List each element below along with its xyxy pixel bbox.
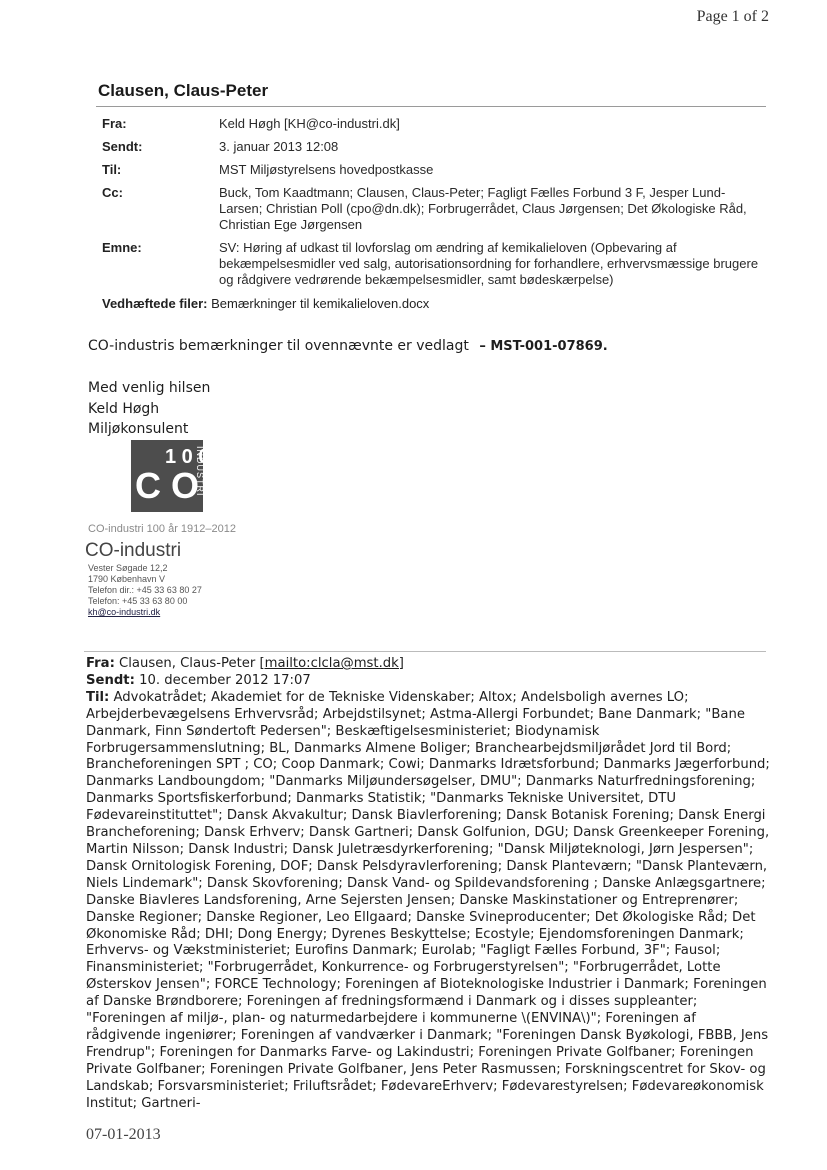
sent-label: Sendt: xyxy=(102,139,143,154)
from-value: Keld Høgh [KH@co-industri.dk] xyxy=(219,116,400,131)
logo-mark-icon xyxy=(131,440,203,512)
fwd-from-value: Clausen, Claus-Peter xyxy=(119,656,256,671)
cc-label: Cc: xyxy=(102,185,123,200)
sent-value: 3. januar 2013 12:08 xyxy=(219,139,339,154)
logo-tagline: CO-industri 100 år 1912–2012 xyxy=(88,523,236,535)
greeting: Med venlig hilsen xyxy=(88,380,211,396)
header-divider xyxy=(96,106,766,107)
to-value: MST Miljøstyrelsens hovedpostkasse xyxy=(219,162,434,177)
reference-number: – MST-001-07869. xyxy=(479,339,608,354)
logo-letters: C O xyxy=(135,465,200,506)
attachments-row xyxy=(102,296,429,311)
subject-row xyxy=(102,240,762,295)
fwd-to-block xyxy=(86,690,772,1113)
fwd-from-label: Fra: xyxy=(86,656,115,671)
logo-digit-1: 1 0 xyxy=(165,446,193,468)
fwd-sent-line xyxy=(86,673,772,690)
co-industri-logo xyxy=(131,440,203,512)
fwd-mailto-link[interactable]: [mailto:clcla@mst.dk] xyxy=(259,656,404,671)
page-number: Page 1 of 2 xyxy=(696,8,769,25)
fwd-sent-label: Sendt: xyxy=(86,672,135,688)
forwarded-message xyxy=(86,656,772,1112)
attachments-label: Vedhæftede filer: xyxy=(102,296,208,311)
logo-vertical-text: INDUSTRI xyxy=(195,446,203,497)
signer-title: Miljøkonsulent xyxy=(88,421,189,437)
email-link[interactable]: kh@co-industri.dk xyxy=(88,607,161,617)
fwd-from-line xyxy=(86,656,772,673)
to-row xyxy=(102,162,762,185)
attachment-file[interactable]: Bemærkninger til kemikalieloven.docx xyxy=(211,296,430,311)
phone-main: Telefon: +45 33 63 80 00 xyxy=(88,596,188,606)
signer-name: Keld Høgh xyxy=(88,400,160,417)
phone-direct: Telefon dir.: +45 33 63 80 27 xyxy=(88,585,202,595)
closing-block xyxy=(88,378,210,440)
company-name: CO-industri xyxy=(85,540,182,561)
email-header-table xyxy=(102,116,762,295)
cc-row xyxy=(102,185,762,240)
subject-label: Emne: xyxy=(102,240,142,255)
city: 1790 København V xyxy=(88,574,166,584)
forward-divider xyxy=(84,651,766,652)
street: Vester Søgade 12,2 xyxy=(88,563,168,573)
fwd-sent-value: 10. december 2012 17:07 xyxy=(139,672,311,688)
sent-row xyxy=(102,139,762,162)
subject-value: SV: Høring af udkast til lovforslag om ændring af kemikalieloven (Opbevaring af bekæmpelsesmidler ved salg, autorisationsordning for forhandlere, erhvervsmæssige brugere og rådgivere vedrørende bekæmpelsesmidler, samt bødeskærpelse) xyxy=(219,240,759,287)
footer-date: 07-01-2013 xyxy=(86,1126,161,1143)
cc-value: Buck, Tom Kaadtmann; Clausen, Claus-Peter; Fagligt Fælles Forbund 3 F, Jesper Lund-Larsen; Christian Poll (cpo@dn.dk); Forbrugerrådet, Claus Jørgensen; Det Økologiske Råd, Christian Ege Jørgensen xyxy=(219,185,747,232)
to-label: Til: xyxy=(102,162,122,177)
from-label: Fra: xyxy=(102,116,127,131)
fwd-to-value: Advokatrådet; Akademiet for de Tekniske Videnskaber; Altox; Andelsboligh avernes LO; Arbejderbevægelsens Erhvervsråd; Arbejdstilsynet; Astma-Allergi Forbundet; Bane Danmark; "Bane Danmark, Finn Søndertoft Pedersen"; Beskæftigelsesministeriet; Biodynamisk Forbrugersammenslutning; BL, Danmarks Almene Boliger; Branchearbejdsmiljørådet Jord til Bord; Brancheforeningen SPT ; CO; Coop Danmark; Cowi; Danmarks Idrætsforbund; Danmarks Jægerforbund; Danmarks Landboungdom; "Danmarks Miljøundersøgelser, DMU"; Danmarks Naturfredningsforening; Danmarks Sportsfiskerforbund; Danmarks Statistik; "Danmarks Tekniske Universitet, DTU Fødevareinstituttet"; Dansk Akvakultur; Dansk Biavlerforening; Dansk Botanisk Forening; Dansk Energi Brancheforening; Dansk Erhverv; Dansk Gartneri; Dansk Golfunion, DGU; Dansk Greenkeeper Forening, Martin Nilsson; Dansk Industri; Dansk Juletræsdyrkerforening; "Dansk Miljøteknologi, Jørn Jespersen"; Dansk Ornitologisk Forening, DOF; Dansk Pelsdyravlerforening; Dansk Planteværn; "Dansk Planteværn, Niels Lindemark"; Dansk Skovforening; Dansk Vand- og Spildevandsforening ; Danske Anlægsgartnere; Danske Biavleres Landsforening, Arne Sejersten Jensen; Danske Maskinstationer og Entreprenører; Danske Regioner; Danske Regioner, Leo Ellgaard; Danske Svineproducenter; Det Økologiske Råd; Det Økonomiske Råd; DHI; Dong Energy; Dyrenes Beskyttelse; Ecostyle; Ejendomsforeningen Danmark; Erhvervs- og Vækstministeriet; Eurofins Danmark; Eurolab; "Fagligt Fælles Forbund, 3F"; Fausol; Finansministeriet; "Forbrugerrådet, Konkurrence- og Forbrugerstyrelsen"; "Forbrugerrådet, Lotte Østerskov Jensen"; FORCE Technology; Foreningen af Bioteknologiske Industrier i Danmark; Foreningen af Danske Brøndborere; Foreningen af fredningsformænd i Danmark og i disses suppleanter; "Foreningen af miljø-, plan- og naturmedarbejdere i kommunerne \(ENVINA\)"; Foreningen af rådgivende ingeniører; Foreningen af vandværker i Danmark; "Foreningen Dansk Byøkologi, FBBB, Jens Frendrup"; Foreningen for Danmarks Farve- og Lakindustri; Foreningen Private Golfbaner; Foreningen Private Golfbaner; Foreningen Private Golfbaner, Jens Peter Rasmussen; Forskningscentret for Skov- og Landskab; Forsvarsministeriet; Friluftsrådet; FødevareErhverv; Fødevarestyrelsen; Fødevareøkonomisk Institut; Gartneri- xyxy=(86,689,770,1111)
sender-name-heading: Clausen, Claus-Peter xyxy=(98,81,269,100)
fwd-to-label: Til: xyxy=(86,689,110,705)
from-row xyxy=(102,116,762,139)
company-address xyxy=(88,563,202,618)
attached-line xyxy=(88,338,608,354)
attached-text: CO-industris bemærkninger til ovennævnte er vedlagt xyxy=(88,338,469,354)
